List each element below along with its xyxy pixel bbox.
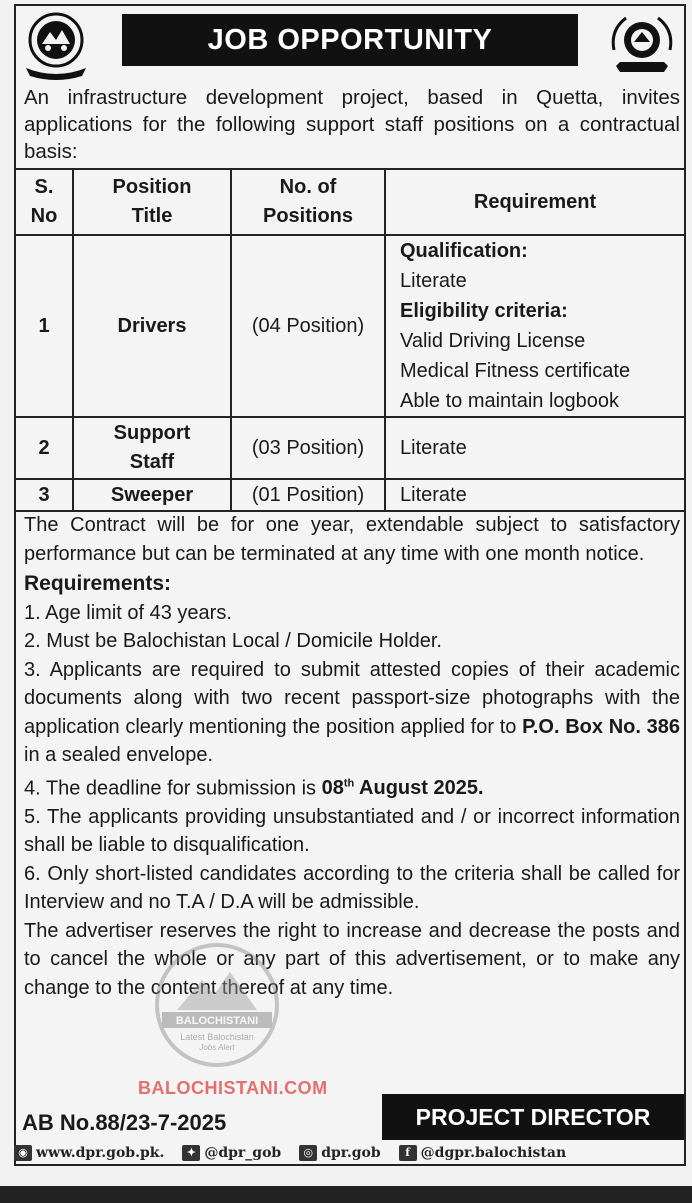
deadline-suffix: th [343, 777, 355, 790]
row-title-line2: Staff [129, 451, 175, 473]
row-title-line1: Support [113, 422, 191, 444]
twitter-icon: ✦ [182, 1145, 200, 1161]
col-requirement-header: Requirement [385, 169, 685, 235]
requirement-text: 4. The deadline for submission is [24, 777, 322, 800]
col-count-line1: No. of [279, 176, 337, 198]
requirement-text: in a sealed envelope. [24, 744, 214, 766]
advertisement-page [14, 4, 686, 1166]
row-requirement [385, 235, 685, 417]
facebook-icon: f [399, 1145, 417, 1161]
watermark-tagline: Jobs Alert [199, 1043, 235, 1052]
eligibility-heading: Eligibility criteria: [400, 300, 568, 322]
col-sno-line1: S. [34, 176, 54, 198]
row-count: (04 Position) [231, 235, 385, 417]
advertiser-note: The advertiser reserves the right to increase and decrease the posts and to cancel the whole or any part of this advertisement, or to make any change to the content thereof at any time. [24, 919, 680, 999]
ab-number: AB No.88/23-7-2025 [22, 1110, 227, 1135]
deadline-day: 08 [321, 777, 344, 800]
footer-website[interactable] [14, 1145, 164, 1161]
col-title-line2: Title [131, 205, 173, 227]
requirement-item [24, 770, 680, 803]
requirement-item: 5. The applicants providing unsubstantiated and / or incorrect information shall be liable to disqualification. [24, 805, 680, 857]
row-title: Drivers [73, 235, 231, 417]
twitter-text: @dpr_gob [204, 1145, 282, 1161]
contract-note: The Contract will be for one year, extendable subject to satisfactory performance but can be terminated at any time with one month notice. [24, 514, 680, 565]
balochistan-emblem-icon [20, 10, 92, 80]
footer-instagram[interactable] [299, 1145, 380, 1161]
signatory-label: PROJECT DIRECTOR [382, 1094, 684, 1140]
website-text: www.dpr.gob.pk. [36, 1145, 165, 1161]
qualification-value: Literate [400, 270, 467, 292]
row-requirement: Literate [385, 417, 685, 479]
intro-text: An infrastructure development project, based in Quetta, invites applications for the following support staff positions on a contractual basis: [24, 86, 680, 163]
table-row [15, 235, 685, 417]
po-box: P.O. Box No. 386 [522, 715, 680, 738]
facebook-text: @dgpr.balochistan [420, 1145, 567, 1161]
col-sno-header [15, 169, 73, 235]
bottom-bar [0, 1186, 692, 1203]
footer-facebook[interactable] [399, 1145, 566, 1161]
table-header-row [15, 169, 685, 235]
positions-table [14, 168, 686, 512]
table-row [15, 479, 685, 511]
instagram-icon: ◎ [299, 1145, 317, 1161]
col-sno-line2: No [30, 205, 58, 227]
table-row [15, 417, 685, 479]
page-title: JOB OPPORTUNITY [122, 14, 578, 66]
requirement-text: 3. Applicants are required to submit attested copies of their academic documents along with two recent passport-size photographs with the application clearly mentioning the position applied for to [24, 658, 680, 738]
requirement-item: 6. Only short-listed candidates according to the criteria shall be called for Interview and no T.A / D.A will be admissible. [24, 862, 680, 914]
watermark-name: BALOCHISTANI [175, 1015, 259, 1027]
row-sno: 1 [15, 235, 73, 417]
globe-icon: ◉ [14, 1145, 32, 1161]
government-crest-icon [606, 10, 678, 80]
deadline-month-year: August 2025. [354, 777, 484, 800]
requirement-item [24, 656, 680, 770]
watermark-logo [152, 940, 282, 1070]
col-title-header [73, 169, 231, 235]
requirement-item: 2. Must be Balochistan Local / Domicile Holder. [24, 630, 442, 652]
row-title [73, 417, 231, 479]
instagram-text: dpr.gob [321, 1145, 381, 1161]
deadline-date [322, 777, 484, 799]
watermark-tagline: Latest Balochistan [180, 1032, 254, 1042]
row-title: Sweeper [73, 479, 231, 511]
watermark-site: BALOCHISTANI.COM [138, 1078, 328, 1098]
col-count-header [231, 169, 385, 235]
qualification-heading: Qualification: [400, 240, 528, 262]
row-sno: 2 [15, 417, 73, 479]
footer [14, 1140, 686, 1166]
requirement-item: 1. Age limit of 43 years. [24, 601, 232, 624]
row-sno: 3 [15, 479, 73, 511]
row-count: (01 Position) [231, 479, 385, 511]
col-count-line2: Positions [262, 205, 353, 227]
eligibility-item: Medical Fitness certificate [400, 360, 631, 382]
eligibility-item: Able to maintain logbook [400, 390, 620, 412]
footer-twitter[interactable] [182, 1145, 281, 1161]
body-text [24, 511, 680, 1002]
col-title-line1: Position [112, 176, 192, 198]
eligibility-item: Valid Driving License [400, 330, 586, 352]
row-count: (03 Position) [231, 417, 385, 479]
requirements-heading: Requirements: [24, 572, 172, 595]
row-requirement: Literate [385, 479, 685, 511]
header [16, 6, 684, 84]
